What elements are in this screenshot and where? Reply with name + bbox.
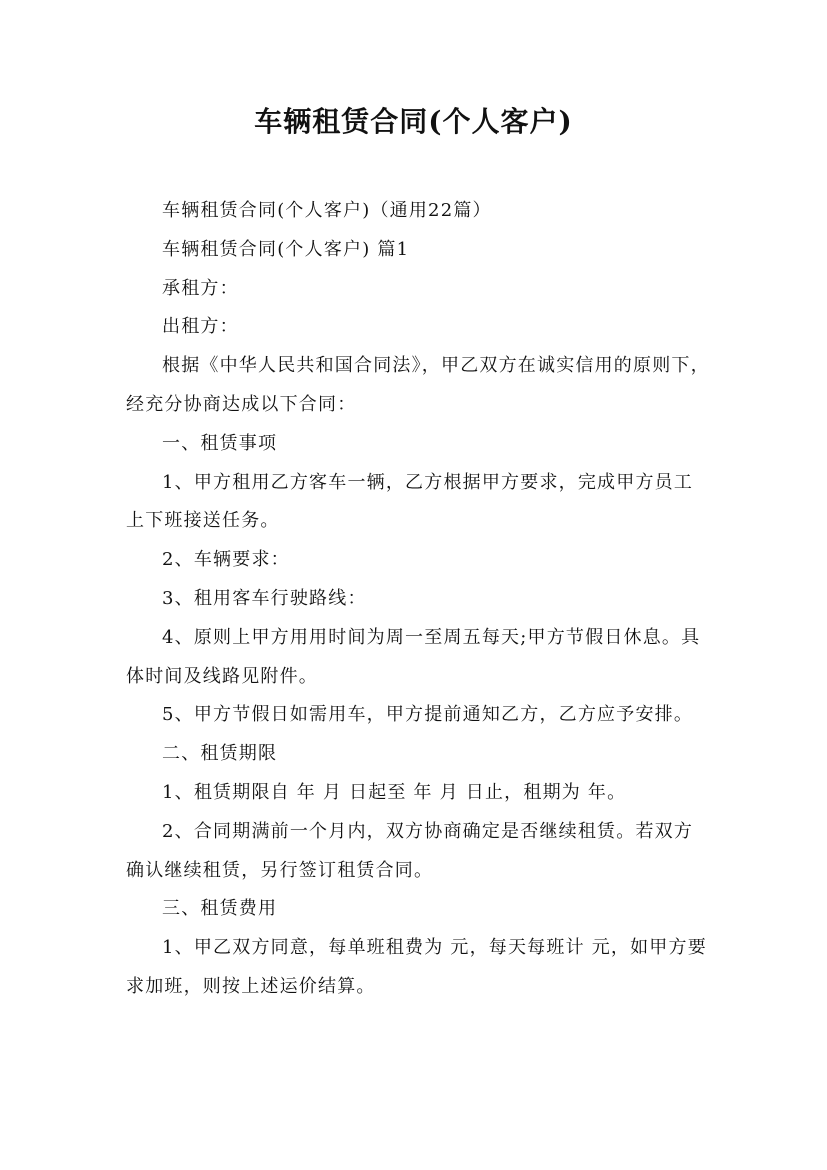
paragraph-item-1: 1、甲方租用乙方客车一辆，乙方根据甲方要求，完成甲方员工上下班接送任务。 (126, 471, 694, 532)
paragraph-term-2: 2、合同期满前一个月内，双方协商确定是否继续租赁。若双方确认继续租赁，另行签订租赁合同。 (126, 820, 694, 881)
paragraph-preamble: 根据《中华人民共和国合同法》，甲乙双方在诚实信用的原则下，经充分协商达成以下合同： (126, 355, 710, 415)
paragraph-lessee: 承租方： (162, 277, 239, 299)
document-body (126, 192, 711, 1007)
paragraph-item-5: 5、甲方节假日如需用车，甲方提前通知乙方，乙方应予安排。 (162, 704, 694, 726)
paragraph-heading-lease-term: 二、租赁期限 (162, 743, 278, 765)
paragraph-item-3: 3、租用客车行驶路线： (162, 587, 367, 609)
paragraph-section-heading: 车辆租赁合同(个人客户) 篇1 (162, 238, 410, 260)
paragraph-heading-lease-items: 一、租赁事项 (162, 432, 278, 454)
paragraph-lessor: 出租方： (162, 316, 239, 338)
paragraph-heading-lease-fees: 三、租赁费用 (162, 898, 278, 920)
paragraph-fee-1: 1、甲乙双方同意，每单班租费为 元，每天每班计 元，如甲方要求加班，则按上述运价结算。 (126, 937, 707, 997)
paragraph-item-4: 4、原则上甲方用用时间为周一至周五每天;甲方节假日休息。具体时间及线路见附件。 (126, 626, 701, 687)
paragraph-item-2: 2、车辆要求： (162, 549, 290, 571)
paragraph-subtitle: 车辆租赁合同(个人客户)（通用22篇） (162, 200, 492, 221)
paragraph-term-1: 1、租赁期限自 年 月 日起至 年 月 日止，租期为 年。 (162, 781, 627, 803)
document-title: 车辆租赁合同(个人客户) (254, 105, 573, 138)
